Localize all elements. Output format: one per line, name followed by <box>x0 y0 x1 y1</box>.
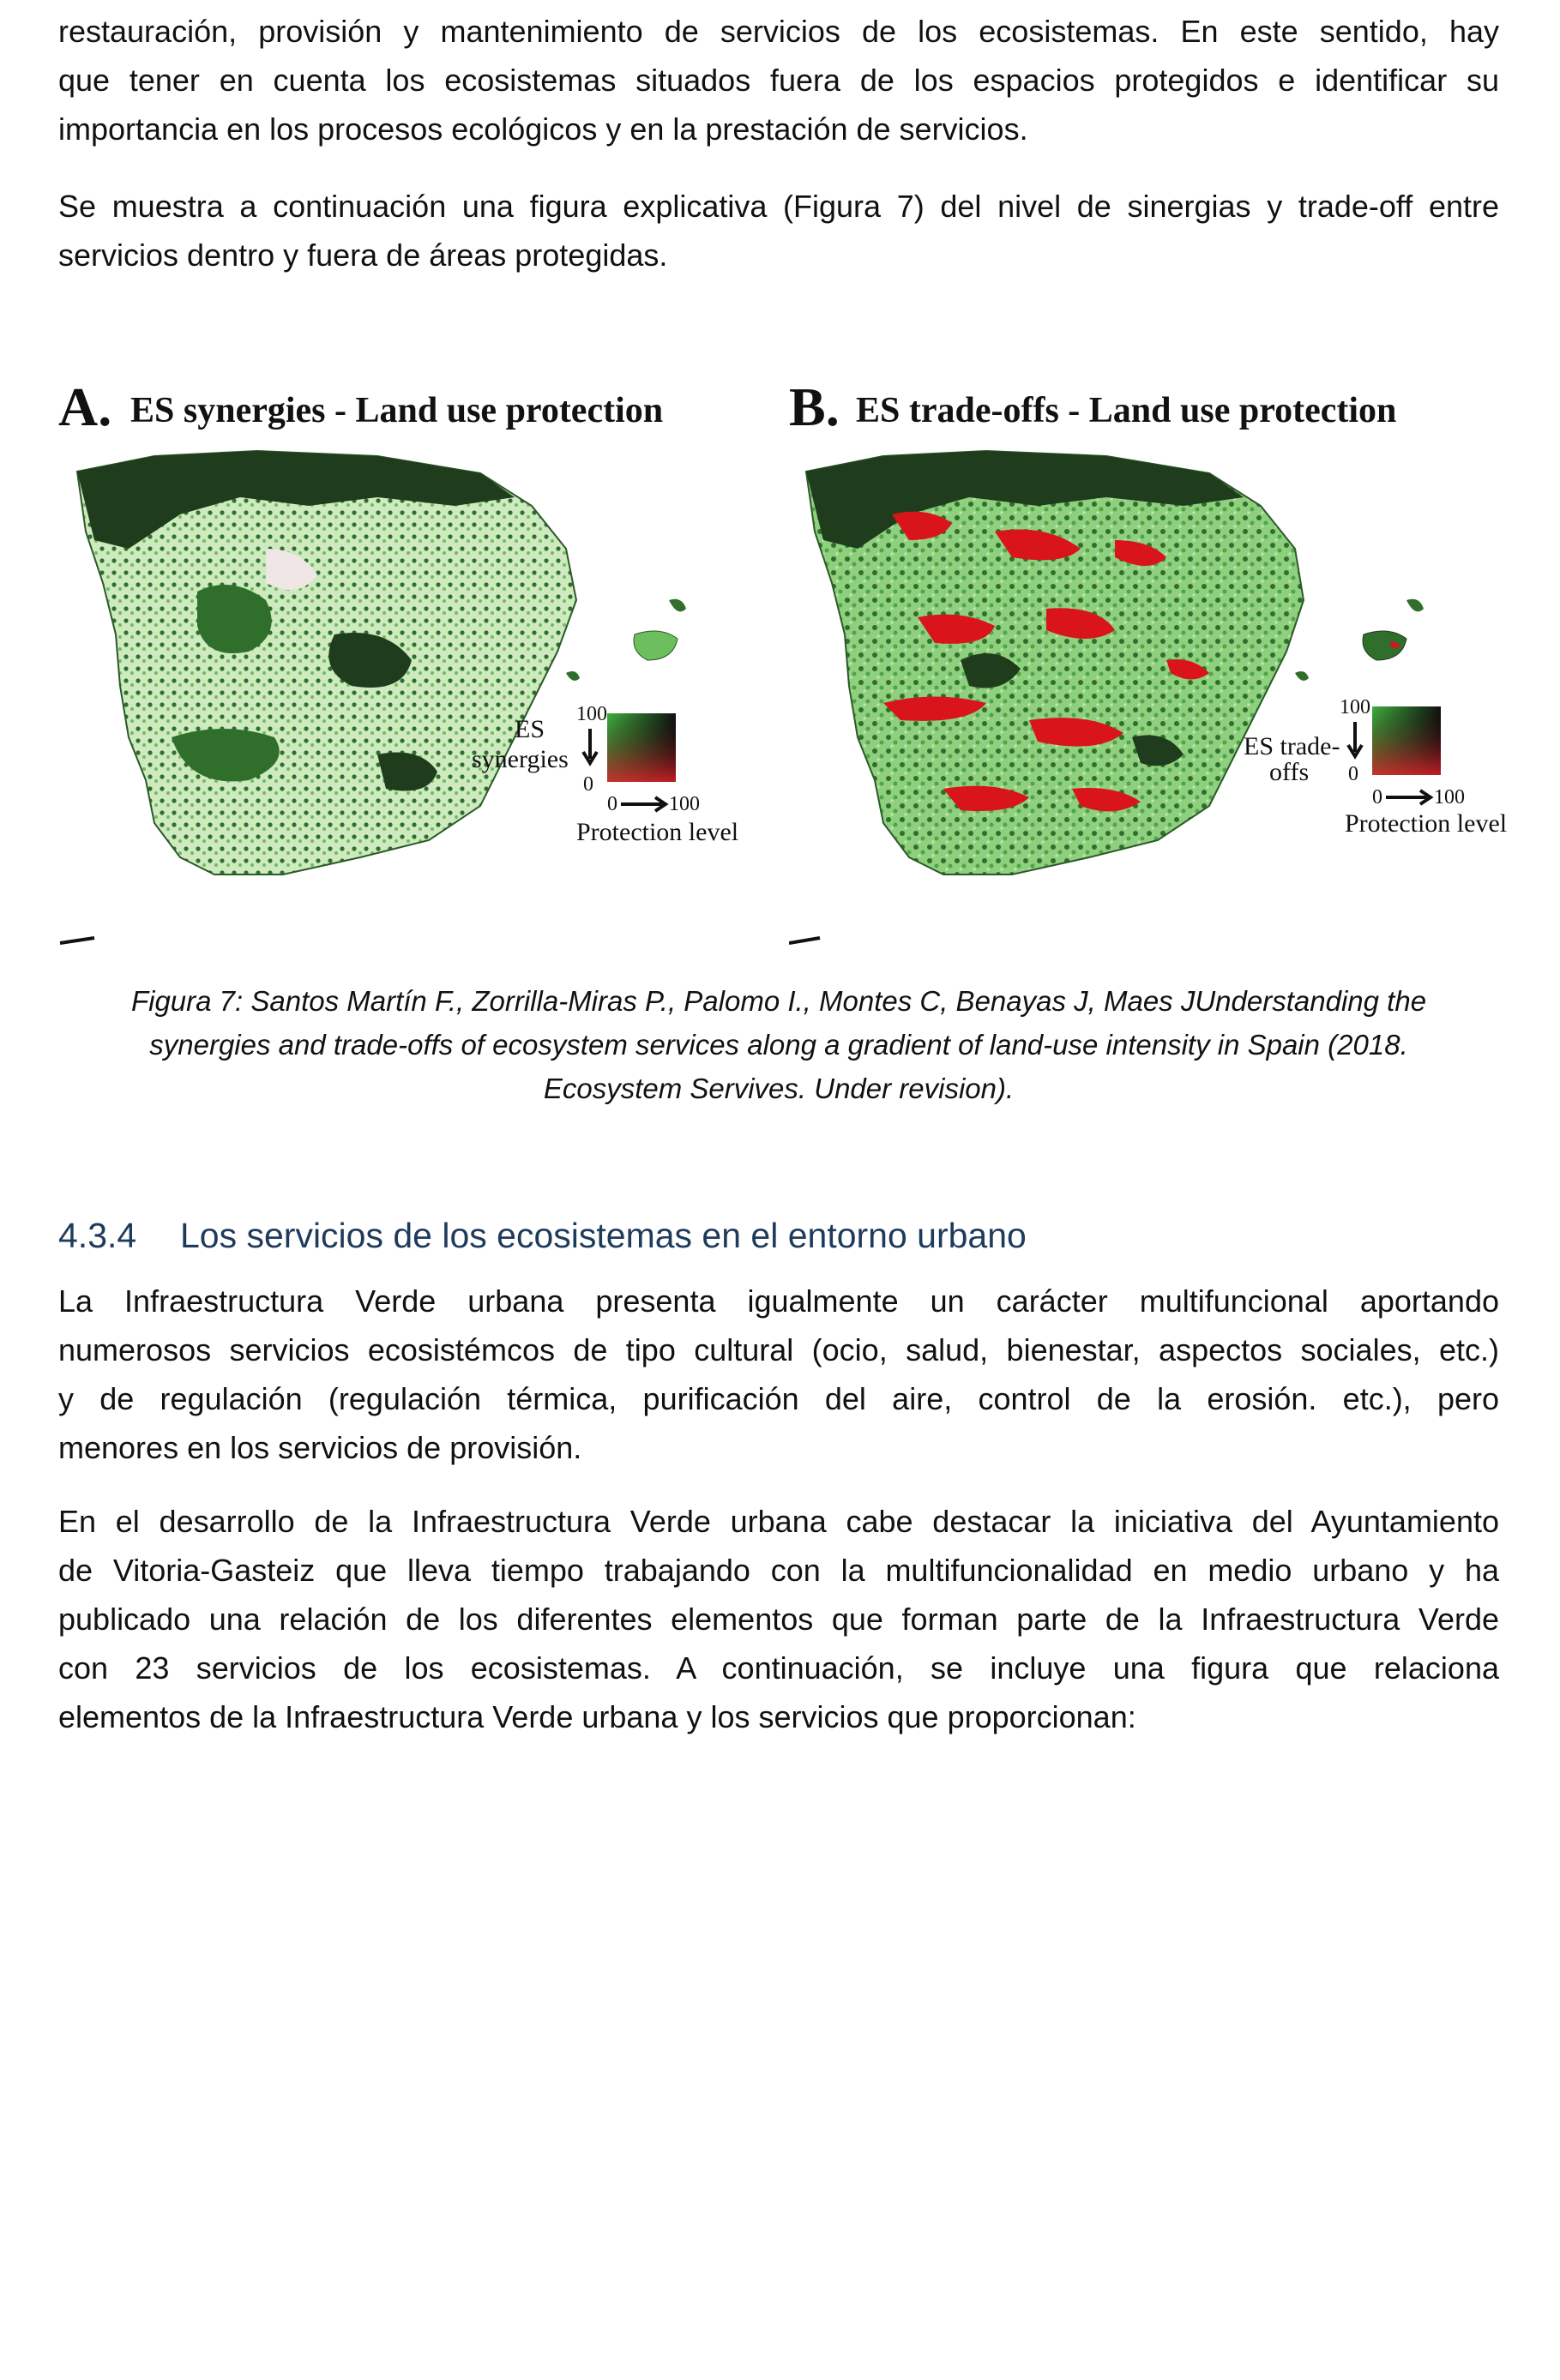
panel-b-tradeoffs-map <box>789 377 1509 960</box>
crop-mark <box>60 938 94 943</box>
panel-b-title: ES trade-offs - Land use protection <box>856 391 1397 430</box>
legend-a-x-min: 0 <box>607 793 617 815</box>
section-heading <box>58 1216 1027 1256</box>
legend-a-y-max: 100 <box>576 703 607 725</box>
panel-a-title: ES synergies - Land use protection <box>130 391 664 430</box>
paragraph-figure-intro <box>58 182 1499 279</box>
balearic-island <box>634 631 678 660</box>
balearic-island <box>669 599 686 612</box>
figure-7-caption <box>58 979 1499 1110</box>
balearic-island <box>1363 631 1406 660</box>
text-line: menores en los servicios de provisión. <box>58 1430 582 1465</box>
legend-b-right-arrow <box>1386 790 1431 804</box>
text-line: La Infraestructura Verde urbana presenta igualmente un carácter multifuncional aportando <box>58 1283 1499 1319</box>
panel-a-synergies-map <box>51 377 772 960</box>
legend-b-y-min: 0 <box>1348 763 1358 785</box>
legend-b-label-1: ES trade- <box>1244 732 1340 760</box>
legend-b-color-square-overlay <box>1372 706 1441 775</box>
legend-a-y-min: 0 <box>583 773 593 796</box>
figure-7 <box>51 377 1509 960</box>
legend-a-label-2: synergies <box>472 745 569 773</box>
paragraph-urban-green-infrastructure <box>58 1277 1499 1472</box>
text-line: que tener en cuenta los ecosistemas situados fuera de los espacios protegidos e identificar su <box>58 63 1499 98</box>
legend-a-x-max: 100 <box>669 793 700 815</box>
paragraph-ecosystem-restoration <box>58 7 1499 153</box>
section-number: 4.3.4 <box>58 1216 137 1255</box>
text-line: de Vitoria-Gasteiz que lleva tiempo trabajando con la multifuncionalidad en medio urbano y ha <box>58 1553 1499 1588</box>
caption-line: Ecosystem Servives. Under revision). <box>543 1073 1015 1104</box>
crop-mark <box>789 938 820 943</box>
text-line: con 23 servicios de los ecosistemas. A continuación, se incluye una figura que relaciona <box>58 1650 1499 1686</box>
legend-a-right-arrow <box>621 797 666 811</box>
balearic-island <box>1406 599 1424 612</box>
legend-b-y-max: 100 <box>1340 696 1370 718</box>
legend-b-label-2: offs <box>1269 758 1310 786</box>
legend-b-x-max: 100 <box>1434 786 1465 808</box>
text-line: y de regulación (regulación térmica, purificación del aire, control de la erosión. etc.), pero <box>58 1381 1499 1416</box>
legend-b-down-arrow <box>1348 722 1362 756</box>
text-line: En el desarrollo de la Infraestructura Verde urbana cabe destacar la iniciativa del Ayuntamiento <box>58 1504 1499 1539</box>
text-line: servicios dentro y fuera de áreas protegidas. <box>58 237 668 273</box>
balearic-island <box>1295 671 1309 681</box>
section-title: Los servicios de los ecosistemas en el entorno urbano <box>180 1216 1027 1255</box>
text-line: elementos de la Infraestructura Verde urbana y los servicios que proporcionan: <box>58 1699 1136 1734</box>
text-line: importancia en los procesos ecológicos y en la prestación de servicios. <box>58 111 1028 147</box>
legend-a-down-arrow <box>583 729 597 763</box>
legend-b-x-label: Protection level <box>1345 809 1508 838</box>
caption-line: synergies and trade-offs of ecosystem services along a gradient of land-use intensity in Spain (2018. <box>149 1029 1408 1061</box>
text-line: publicado una relación de los diferentes elementos que forman parte de la Infraestructura Verde <box>58 1602 1499 1637</box>
balearic-island <box>566 671 580 681</box>
legend-a-color-square-overlay <box>607 713 676 782</box>
text-line: restauración, provisión y mantenimiento de servicios de los ecosistemas. En este sentido, hay <box>58 14 1499 49</box>
legend-b-x-min: 0 <box>1372 786 1382 808</box>
legend-a-label-1: ES <box>515 715 545 743</box>
text-line: Se muestra a continuación una figura explicativa (Figura 7) del nivel de sinergias y trade-off entre <box>58 189 1499 224</box>
text-line: numerosos servicios ecosistémcos de tipo cultural (ocio, salud, bienestar, aspectos sociales, etc.) <box>58 1332 1499 1367</box>
panel-a-letter: A. <box>58 377 112 437</box>
paragraph-vitoria-gasteiz <box>58 1497 1499 1741</box>
panel-b-letter: B. <box>789 377 840 437</box>
caption-line: Figura 7: Santos Martín F., Zorrilla-Miras P., Palomo I., Montes C, Benayas J, Maes JUnderstanding the <box>130 985 1427 1017</box>
legend-a-x-label: Protection level <box>576 818 739 846</box>
